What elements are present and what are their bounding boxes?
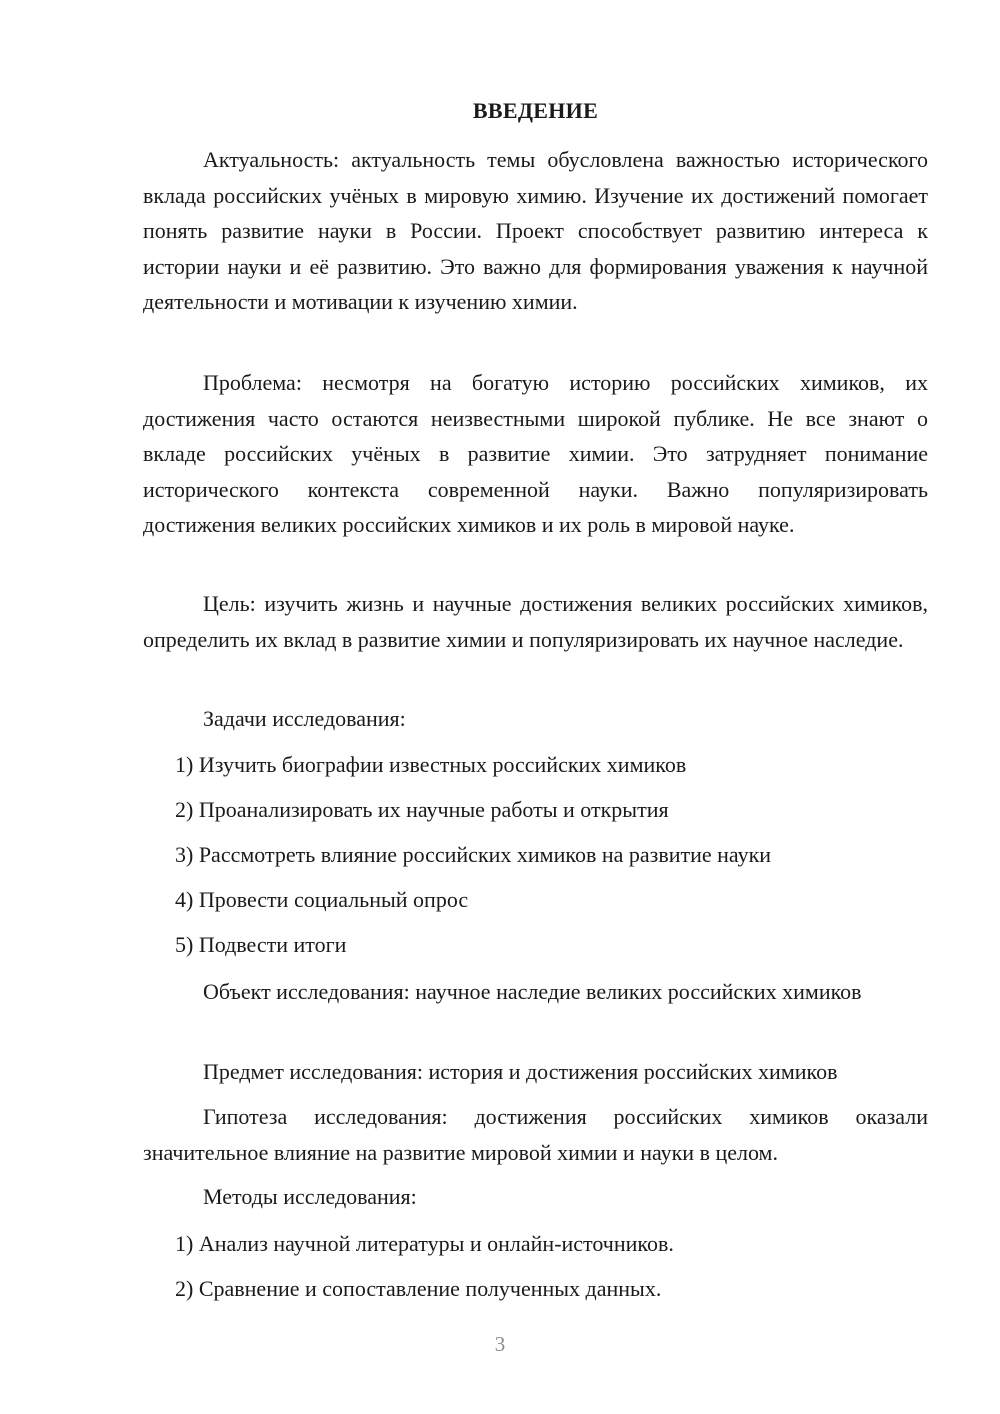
paragraph-problem: Проблема: несмотря на богатую историю российских химиков, их достижения часто остаются неизвестными широкой публике. Не все знают о вкладе российских учёных в развитие химии. Это затрудняет понимание исторического контекста современной науки. Важно популяризировать достижения великих российских химиков и их роль в мировой науке. xyxy=(143,370,928,537)
methods-heading: Методы исследования: xyxy=(203,1184,417,1209)
task-item: 5) Подвести итоги xyxy=(175,932,347,957)
task-item: 4) Провести социальный опрос xyxy=(175,887,469,912)
task-item: 1) Изучить биографии известных российских химиков xyxy=(175,752,687,777)
paragraph-goal: Цель: изучить жизнь и научные достижения великих российских химиков, определить их вклад в развитие химии и популяризировать их научное наследие. xyxy=(143,591,928,652)
task-item: 2) Проанализировать их научные работы и открытия xyxy=(175,797,669,822)
paragraph-hypothesis: Гипотеза исследования: достижения российских химиков оказали значительное влияние на развитие мировой химии и науки в целом. xyxy=(143,1104,928,1165)
page-number: 3 xyxy=(494,1332,506,1356)
method-item: 2) Сравнение и сопоставление полученных данных. xyxy=(175,1276,662,1301)
paragraph-relevance: Актуальность: актуальность темы обусловлена важностью исторического вклада российских учёных в мировую химию. Изучение их достижений помогает понять развитие науки в России. Проект способствует развитию интереса к истории науки и её развитию. Это важно для формирования уважения к научной деятельности и мотивации к изучению химии. xyxy=(143,147,928,314)
method-item: 1) Анализ научной литературы и онлайн-источников. xyxy=(175,1231,674,1256)
page-title: ВВЕДЕНИЕ xyxy=(472,98,599,123)
paragraph-object: Объект исследования: научное наследие великих российских химиков xyxy=(203,979,862,1004)
task-item: 3) Рассмотреть влияние российских химиков на развитие науки xyxy=(175,842,772,867)
tasks-heading: Задачи исследования: xyxy=(203,706,406,731)
paragraph-subject: Предмет исследования: история и достижения российских химиков xyxy=(203,1059,838,1084)
